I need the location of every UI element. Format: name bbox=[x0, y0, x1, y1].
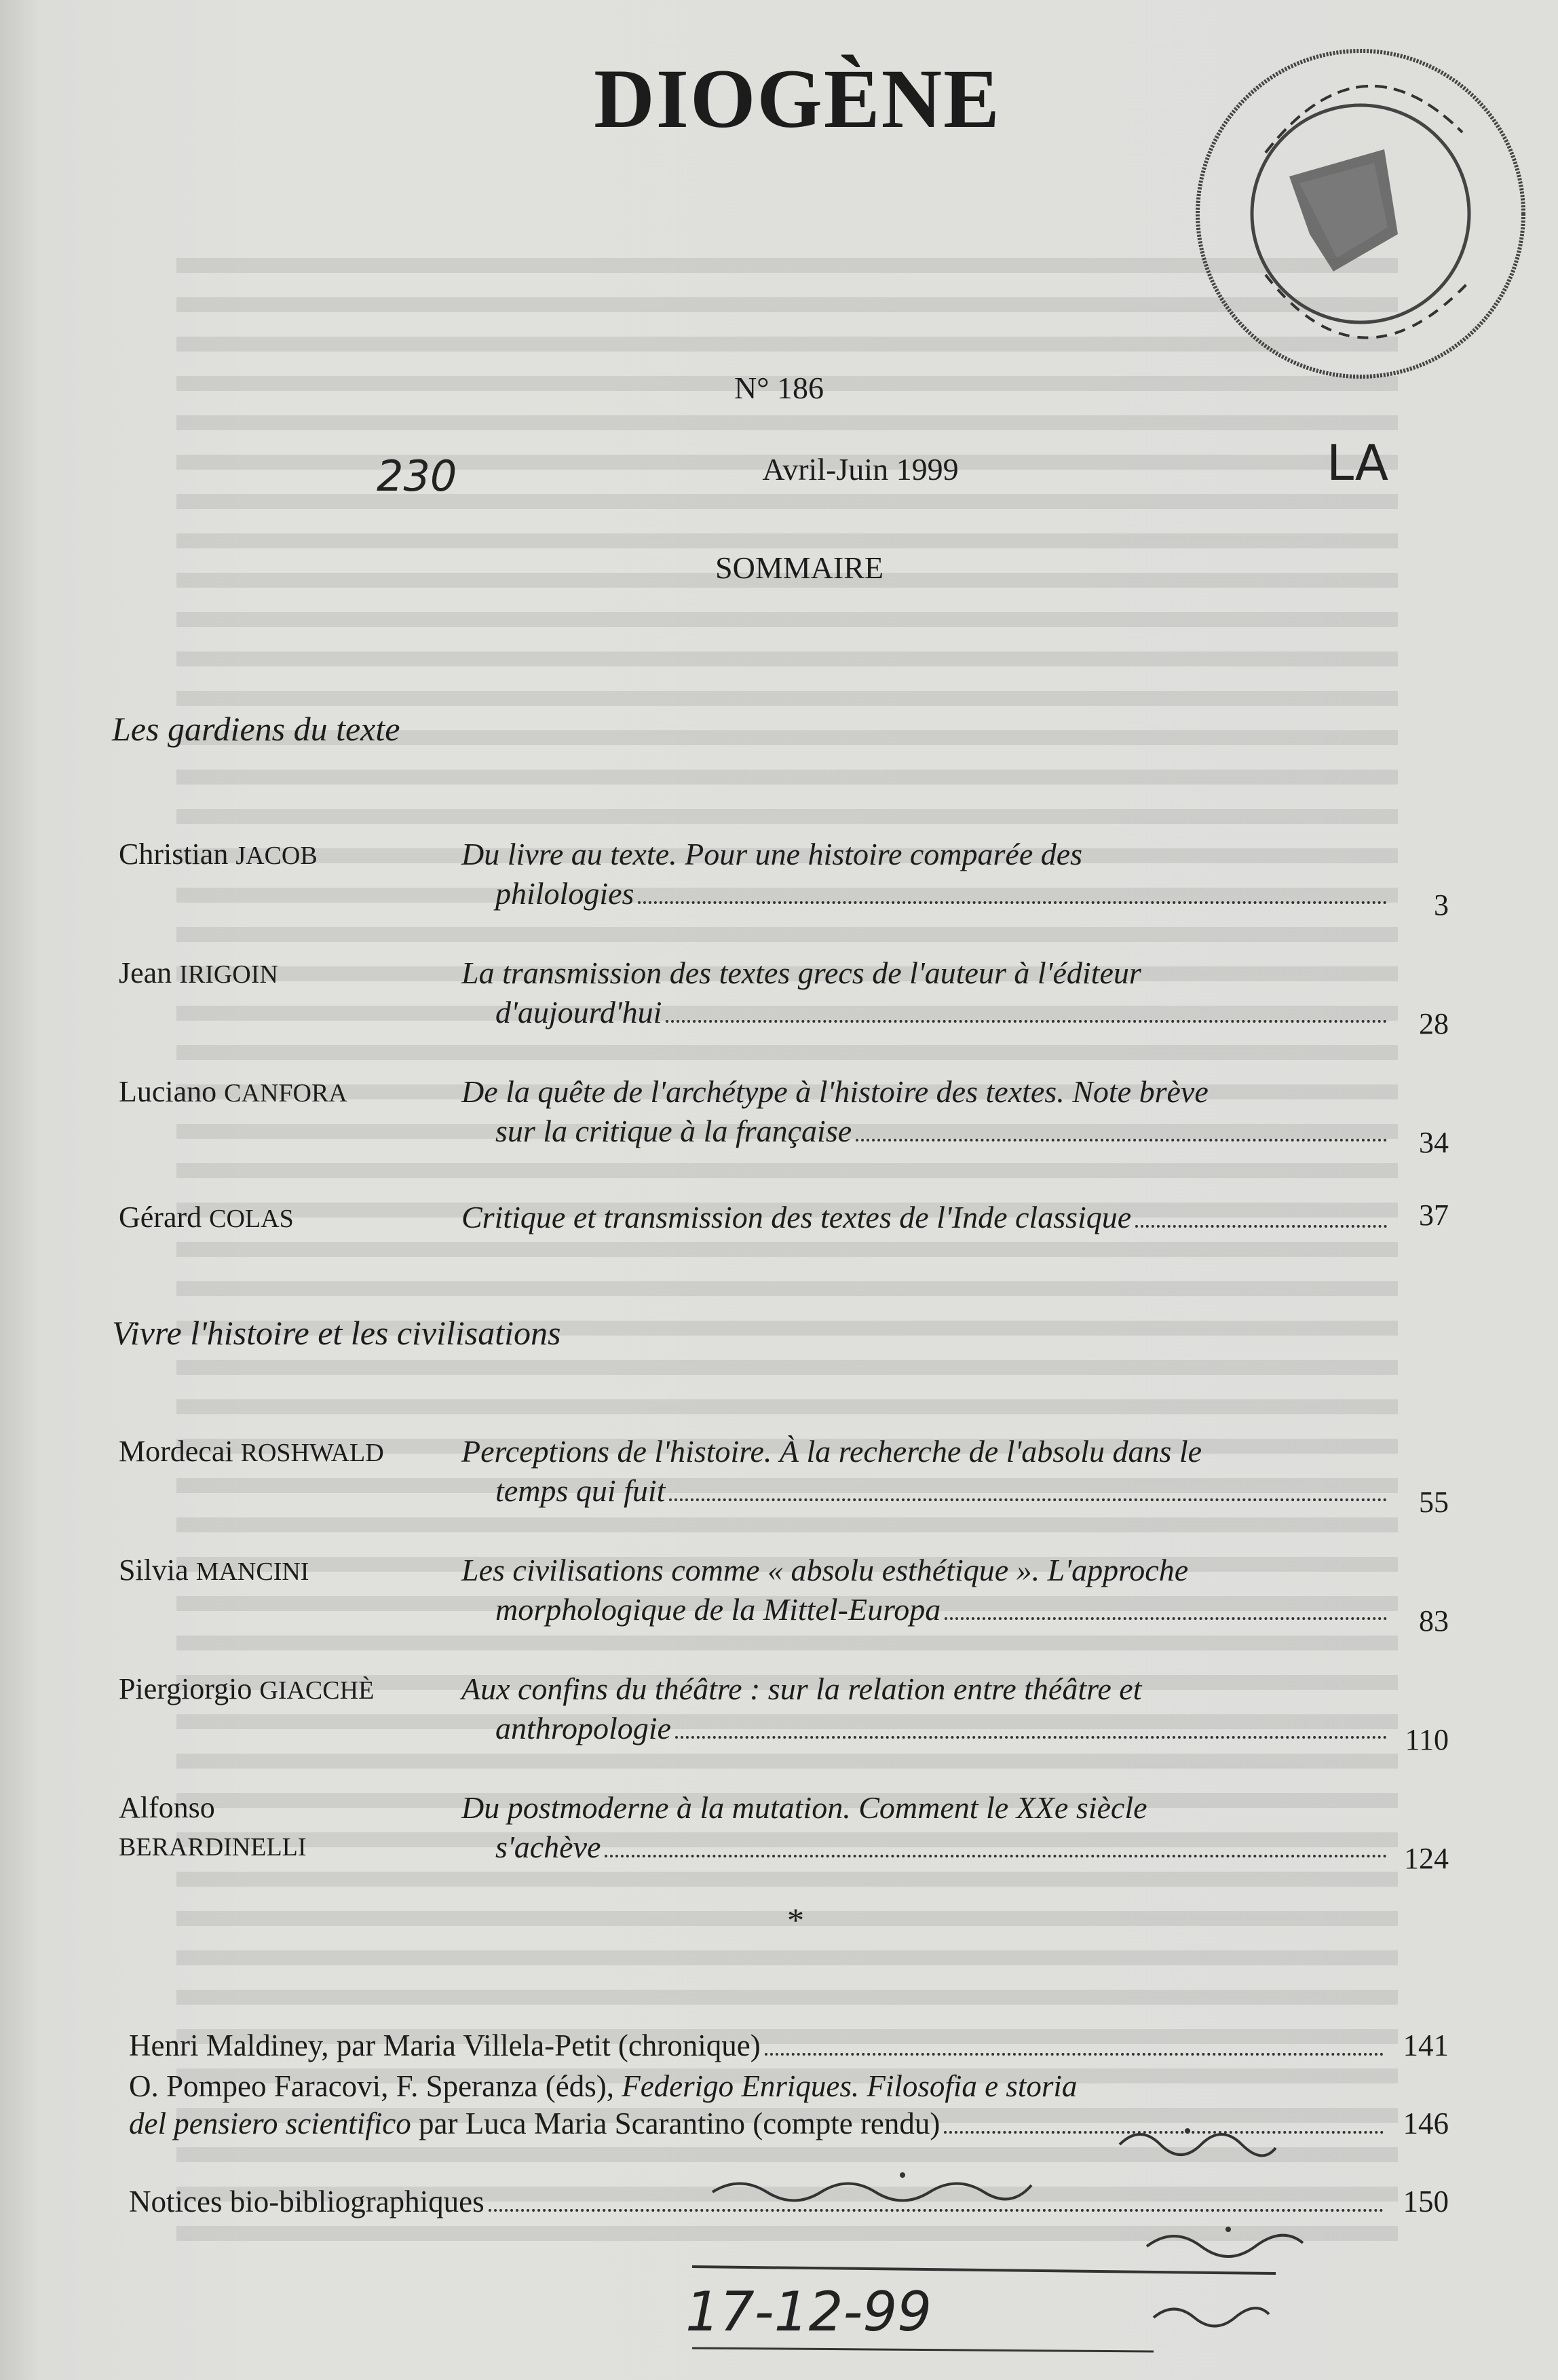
article-title: Les civilisations comme « absolu esthétique ». L'approche morphologique de la Mittel-Europa bbox=[461, 1551, 1391, 1629]
page-number: 83 bbox=[1419, 1604, 1449, 1638]
page-number: 110 bbox=[1405, 1723, 1449, 1756]
article-title: La transmission des textes grecs de l'auteur à l'éditeur d'aujourd'hui bbox=[461, 953, 1391, 1032]
page-number: 55 bbox=[1419, 1486, 1449, 1519]
author: Mordecai ROSHWALD bbox=[119, 1435, 384, 1468]
author: Christian JACOB bbox=[119, 837, 318, 871]
toc-entry bbox=[119, 1072, 1449, 1181]
page-number: 37 bbox=[1419, 1198, 1449, 1232]
toc-entry bbox=[119, 1551, 1449, 1659]
author: Piergiorgio GIACCHÈ bbox=[119, 1672, 375, 1705]
article-title: Critique et transmission des textes de l'Inde classique bbox=[461, 1198, 1391, 1237]
toc-entry bbox=[119, 1432, 1449, 1541]
article-title: Perceptions de l'histoire. À la recherche de l'absolu dans le temps qui fuit bbox=[461, 1432, 1391, 1511]
author: Silvia MANCINI bbox=[119, 1553, 309, 1587]
toc-entry bbox=[119, 1198, 1449, 1306]
issue-number: N° 186 bbox=[734, 371, 824, 405]
issue-date: Avril-Juin 1999 bbox=[762, 452, 959, 487]
toc-entry bbox=[119, 953, 1449, 1062]
toc-entry bbox=[119, 835, 1449, 943]
page-number: 3 bbox=[1434, 888, 1449, 922]
toc-entry bbox=[119, 1669, 1449, 1778]
author: Luciano CANFORA bbox=[119, 1075, 347, 1108]
author: Gérard COLAS bbox=[119, 1201, 294, 1234]
compte-rendu-entry-line1: O. Pompeo Faracovi, F. Speranza (éds), Federigo Enriques. Filosofia e storia bbox=[129, 2069, 1078, 2103]
section-title: Vivre l'histoire et les civilisations bbox=[112, 1314, 561, 1352]
author: Jean IRIGOIN bbox=[119, 956, 278, 989]
article-title: Aux confins du théâtre : sur la relation entre théâtre et anthropologie bbox=[461, 1669, 1391, 1748]
library-stamp bbox=[1164, 17, 1557, 411]
article-title: Du livre au texte. Pour une histoire comparée des philologies bbox=[461, 835, 1391, 913]
sommaire-heading: SOMMAIRE bbox=[715, 550, 884, 585]
journal-title: DIOGÈNE bbox=[594, 52, 1001, 145]
chronique-entry: Henri Maldiney, par Maria Villela-Petit (chronique) 141 bbox=[129, 2028, 1449, 2062]
page-number: 124 bbox=[1404, 1842, 1449, 1875]
article-title: De la quête de l'archétype à l'histoire des textes. Note brève sur la critique à la française bbox=[461, 1072, 1391, 1151]
handwritten-arabic-annotation bbox=[699, 2117, 1350, 2273]
toc-entry bbox=[119, 1788, 1449, 1897]
article-title: Du postmoderne à la mutation. Comment le XXe siècle s'achève bbox=[461, 1788, 1391, 1867]
compte-rendu-entry-line2: del pensiero scientifico par Luca Maria Scarantino (compte rendu) 146 bbox=[129, 2107, 1449, 2140]
handwritten-date: 17-12-99 bbox=[685, 2280, 932, 2343]
author: Alfonso BERARDINELLI bbox=[119, 1791, 307, 1862]
handwritten-initials: LA bbox=[1327, 434, 1389, 491]
section-title: Les gardiens du texte bbox=[112, 710, 400, 748]
page-number: 34 bbox=[1419, 1126, 1449, 1159]
handwritten-number: 230 bbox=[377, 451, 457, 501]
notices-entry: Notices bio-bibliographiques 150 bbox=[129, 2185, 1449, 2218]
separator-asterisk: * bbox=[787, 1901, 804, 1939]
page-number: 28 bbox=[1419, 1007, 1449, 1040]
